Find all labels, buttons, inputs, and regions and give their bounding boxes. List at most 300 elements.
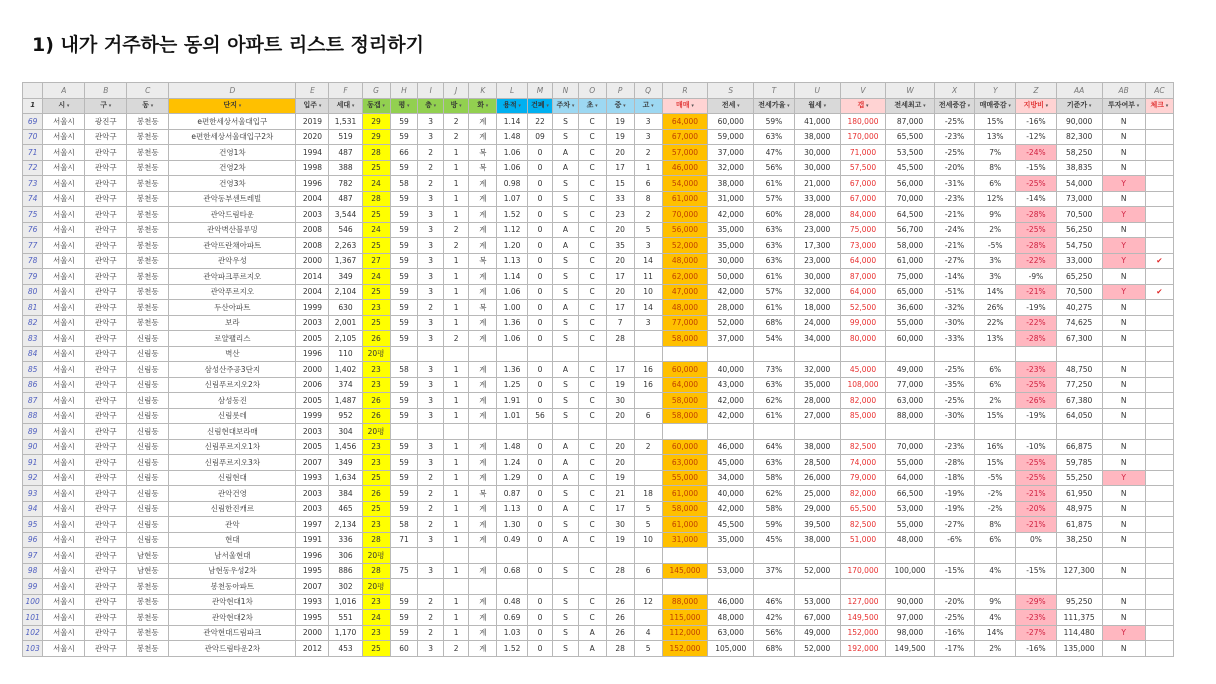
cell[interactable]: 36,600 [886, 300, 934, 316]
cell[interactable]: 0 [527, 362, 552, 378]
cell[interactable]: 3 [418, 114, 443, 130]
header-cell[interactable] [85, 98, 127, 114]
cell[interactable]: C [578, 470, 606, 486]
cell[interactable] [1145, 610, 1173, 626]
cell[interactable] [934, 579, 975, 595]
cell[interactable]: 1.48 [497, 129, 528, 145]
cell[interactable]: 105,000 [708, 641, 754, 657]
cell[interactable]: 신림동 [127, 362, 169, 378]
cell[interactable] [443, 579, 468, 595]
cell[interactable]: 8% [975, 160, 1016, 176]
cell[interactable]: 관악현대1차 [169, 594, 296, 610]
cell[interactable]: 62% [754, 486, 795, 502]
cell[interactable]: 남현동우성2차 [169, 563, 296, 579]
cell[interactable]: 77,000 [662, 315, 708, 331]
cell[interactable]: 3 [418, 315, 443, 331]
cell[interactable]: N [1102, 145, 1145, 161]
cell[interactable]: 82,000 [840, 486, 886, 502]
header-cell[interactable] [169, 98, 296, 114]
cell[interactable]: 55,250 [1056, 470, 1102, 486]
cell[interactable]: 1 [443, 145, 468, 161]
cell[interactable] [418, 548, 443, 564]
cell[interactable] [634, 470, 662, 486]
cell[interactable]: 56,000 [886, 176, 934, 192]
cell[interactable]: 28,000 [794, 393, 840, 409]
cell[interactable]: 2 [443, 129, 468, 145]
cell[interactable]: 88,000 [662, 594, 708, 610]
cell[interactable]: 58 [390, 517, 418, 533]
cell[interactable]: 61% [754, 269, 795, 285]
cell[interactable]: 2 [443, 238, 468, 254]
cell[interactable]: 58,250 [1056, 145, 1102, 161]
cell[interactable]: 0 [527, 207, 552, 223]
cell[interactable]: N [1102, 610, 1145, 626]
cell[interactable]: 5 [634, 641, 662, 657]
cell[interactable]: 복 [469, 253, 497, 269]
cell[interactable]: 23 [362, 377, 390, 393]
cell[interactable] [934, 548, 975, 564]
cell[interactable]: 3 [634, 315, 662, 331]
header-cell[interactable] [443, 98, 468, 114]
column-letter-V[interactable]: V [840, 83, 886, 99]
header-cell[interactable] [1145, 98, 1173, 114]
cell[interactable]: 계 [469, 176, 497, 192]
cell[interactable]: 서울시 [43, 641, 85, 657]
header-cell[interactable] [975, 98, 1016, 114]
cell[interactable]: 1991 [296, 532, 329, 548]
cell[interactable]: 2 [443, 222, 468, 238]
cell[interactable]: 1,634 [329, 470, 362, 486]
cell[interactable] [527, 424, 552, 440]
filter-dropdown-icon[interactable]: ▾ [236, 102, 242, 109]
cell[interactable]: -2% [975, 501, 1016, 517]
cell[interactable]: A [553, 362, 578, 378]
cell[interactable]: 71 [390, 532, 418, 548]
cell[interactable] [708, 548, 754, 564]
cell[interactable]: 서울시 [43, 114, 85, 130]
cell[interactable]: 관악구 [85, 346, 127, 362]
cell[interactable]: 1 [443, 253, 468, 269]
cell[interactable]: 2 [634, 145, 662, 161]
cell[interactable]: 15 [606, 176, 634, 192]
cell[interactable]: N [1102, 517, 1145, 533]
cell[interactable] [1145, 424, 1173, 440]
cell[interactable]: -24% [934, 222, 975, 238]
cell[interactable] [443, 346, 468, 362]
cell[interactable]: 0% [1016, 532, 1057, 548]
cell[interactable]: 28 [606, 641, 634, 657]
cell[interactable] [1145, 129, 1173, 145]
cell[interactable] [1145, 114, 1173, 130]
row-number[interactable]: 85 [23, 362, 43, 378]
cell[interactable]: 45,000 [708, 455, 754, 471]
cell[interactable]: N [1102, 408, 1145, 424]
cell[interactable]: 59 [390, 222, 418, 238]
cell[interactable]: 계 [469, 641, 497, 657]
cell[interactable]: 60,000 [708, 114, 754, 130]
cell[interactable]: 신림푸르지오1차 [169, 439, 296, 455]
filter-dropdown-icon[interactable]: ▾ [1087, 102, 1092, 109]
cell[interactable]: 19 [606, 470, 634, 486]
row-number[interactable]: 1 [23, 98, 43, 114]
row-number[interactable]: 88 [23, 408, 43, 424]
cell[interactable]: C [578, 269, 606, 285]
cell[interactable]: 1 [443, 439, 468, 455]
cell[interactable]: 봉천동 [127, 191, 169, 207]
row-number[interactable]: 102 [23, 625, 43, 641]
cell[interactable]: 봉천동 [127, 253, 169, 269]
cell[interactable]: S [553, 486, 578, 502]
cell[interactable]: -15% [1016, 160, 1057, 176]
cell[interactable] [606, 548, 634, 564]
row-number[interactable]: 97 [23, 548, 43, 564]
cell[interactable]: 37,000 [708, 331, 754, 347]
cell[interactable]: -25% [934, 114, 975, 130]
cell[interactable]: 서울시 [43, 486, 85, 502]
cell[interactable]: S [553, 641, 578, 657]
cell[interactable]: 2 [443, 331, 468, 347]
cell[interactable]: 52,000 [794, 641, 840, 657]
cell[interactable]: 24 [362, 610, 390, 626]
row-number[interactable]: 72 [23, 160, 43, 176]
cell[interactable]: N [1102, 331, 1145, 347]
cell[interactable]: 6% [975, 176, 1016, 192]
cell[interactable]: 1.13 [497, 501, 528, 517]
cell[interactable]: 111,375 [1056, 610, 1102, 626]
cell[interactable]: 60 [390, 641, 418, 657]
cell[interactable]: 67,000 [840, 191, 886, 207]
header-cell[interactable] [362, 98, 390, 114]
cell[interactable]: 관악구 [85, 532, 127, 548]
cell[interactable]: 58% [754, 470, 795, 486]
cell[interactable]: 59 [390, 393, 418, 409]
cell[interactable]: 45,500 [708, 517, 754, 533]
cell[interactable]: 서울시 [43, 222, 85, 238]
cell[interactable] [553, 346, 578, 362]
cell[interactable]: 서울시 [43, 470, 85, 486]
cell[interactable]: 3 [418, 129, 443, 145]
cell[interactable]: 149,500 [840, 610, 886, 626]
select-all-corner[interactable] [23, 83, 43, 99]
cell[interactable]: 149,500 [886, 641, 934, 657]
cell[interactable]: 70,000 [886, 439, 934, 455]
cell[interactable]: 56,700 [886, 222, 934, 238]
cell[interactable]: N [1102, 160, 1145, 176]
cell[interactable]: 59 [390, 129, 418, 145]
cell[interactable]: 5 [634, 222, 662, 238]
header-cell[interactable] [662, 98, 708, 114]
cell[interactable]: 3% [975, 269, 1016, 285]
cell[interactable] [708, 424, 754, 440]
cell[interactable]: C [578, 284, 606, 300]
cell[interactable]: 현대 [169, 532, 296, 548]
cell[interactable]: 23,000 [794, 253, 840, 269]
cell[interactable]: 서울시 [43, 439, 85, 455]
cell[interactable] [497, 424, 528, 440]
cell[interactable]: 59 [390, 455, 418, 471]
header-cell[interactable] [606, 98, 634, 114]
cell[interactable]: 9% [975, 594, 1016, 610]
row-number[interactable]: 73 [23, 176, 43, 192]
cell[interactable]: 52,000 [708, 315, 754, 331]
filter-dropdown-icon[interactable]: ▾ [350, 102, 355, 109]
cell[interactable]: 70,000 [886, 191, 934, 207]
cell[interactable]: 0 [527, 501, 552, 517]
cell[interactable]: 관악구 [85, 129, 127, 145]
column-letter-C[interactable]: C [127, 83, 169, 99]
cell[interactable]: 0 [527, 377, 552, 393]
cell[interactable]: 47,000 [662, 284, 708, 300]
cell[interactable]: 16 [634, 362, 662, 378]
cell[interactable]: 145,000 [662, 563, 708, 579]
cell[interactable]: 27,000 [794, 408, 840, 424]
cell[interactable]: S [553, 191, 578, 207]
cell[interactable]: S [553, 176, 578, 192]
cell[interactable]: 114,480 [1056, 625, 1102, 641]
cell[interactable]: 62% [754, 393, 795, 409]
column-letter-R[interactable]: R [662, 83, 708, 99]
cell[interactable]: S [553, 377, 578, 393]
cell[interactable]: 계 [469, 191, 497, 207]
cell[interactable]: 1,016 [329, 594, 362, 610]
cell[interactable]: 60,000 [662, 439, 708, 455]
cell[interactable]: 384 [329, 486, 362, 502]
cell[interactable]: 127,000 [840, 594, 886, 610]
cell[interactable]: -21% [934, 207, 975, 223]
cell[interactable] [1145, 517, 1173, 533]
cell[interactable]: 건영3차 [169, 176, 296, 192]
cell[interactable]: 0 [527, 393, 552, 409]
cell[interactable]: N [1102, 191, 1145, 207]
cell[interactable]: 0 [527, 532, 552, 548]
cell[interactable]: 23 [362, 455, 390, 471]
cell[interactable]: 봉천동 [127, 238, 169, 254]
column-letter-D[interactable]: D [169, 83, 296, 99]
cell[interactable]: 1993 [296, 594, 329, 610]
cell[interactable]: -23% [934, 129, 975, 145]
cell[interactable]: Y [1102, 284, 1145, 300]
cell[interactable]: S [553, 408, 578, 424]
cell[interactable]: 59 [390, 114, 418, 130]
filter-dropdown-icon[interactable]: ▾ [921, 102, 926, 109]
cell[interactable]: 65,500 [886, 129, 934, 145]
cell[interactable]: -26% [1016, 393, 1057, 409]
cell[interactable] [1145, 160, 1173, 176]
cell[interactable]: 3 [418, 455, 443, 471]
cell[interactable]: 봉천동 [127, 145, 169, 161]
cell[interactable]: 59 [390, 315, 418, 331]
cell[interactable] [1145, 331, 1173, 347]
cell[interactable]: 58,000 [662, 331, 708, 347]
cell[interactable]: 2 [418, 176, 443, 192]
cell[interactable] [1145, 346, 1173, 362]
cell[interactable] [1145, 470, 1173, 486]
cell[interactable]: N [1102, 222, 1145, 238]
cell[interactable]: 계 [469, 470, 497, 486]
cell[interactable]: 42,000 [708, 284, 754, 300]
cell[interactable]: 0 [527, 610, 552, 626]
cell[interactable] [1145, 548, 1173, 564]
filter-dropdown-icon[interactable]: ▾ [785, 102, 790, 109]
cell[interactable]: 2003 [296, 424, 329, 440]
cell[interactable]: 계 [469, 238, 497, 254]
cell[interactable]: 2005 [296, 439, 329, 455]
header-cell[interactable] [578, 98, 606, 114]
cell[interactable]: 1,367 [329, 253, 362, 269]
cell[interactable]: 2003 [296, 207, 329, 223]
cell[interactable]: 59 [390, 439, 418, 455]
filter-dropdown-icon[interactable]: ▾ [457, 102, 462, 109]
cell[interactable]: 33,000 [794, 191, 840, 207]
cell[interactable]: 35 [606, 238, 634, 254]
cell[interactable]: 관악구 [85, 253, 127, 269]
cell[interactable]: 59 [390, 300, 418, 316]
cell[interactable] [754, 579, 795, 595]
cell[interactable]: 30,000 [708, 253, 754, 269]
cell[interactable]: -24% [1016, 145, 1057, 161]
cell[interactable]: 1 [443, 625, 468, 641]
cell[interactable]: 2020 [296, 129, 329, 145]
cell[interactable] [390, 548, 418, 564]
cell[interactable]: 1 [443, 315, 468, 331]
cell[interactable]: -25% [1016, 377, 1057, 393]
cell[interactable]: 14% [975, 625, 1016, 641]
cell[interactable]: 계 [469, 439, 497, 455]
cell[interactable]: A [553, 300, 578, 316]
cell[interactable]: N [1102, 300, 1145, 316]
cell[interactable]: 42,000 [708, 393, 754, 409]
filter-dropdown-icon[interactable]: ▾ [593, 102, 598, 109]
row-number[interactable]: 90 [23, 439, 43, 455]
cell[interactable]: -17% [934, 641, 975, 657]
filter-dropdown-icon[interactable]: ▾ [735, 102, 740, 109]
cell[interactable] [418, 346, 443, 362]
cell[interactable]: 152,000 [840, 625, 886, 641]
cell[interactable]: N [1102, 486, 1145, 502]
cell[interactable]: 관악동부센트레빌 [169, 191, 296, 207]
cell[interactable]: 39,500 [794, 517, 840, 533]
cell[interactable]: 20평 [362, 548, 390, 564]
cell[interactable]: -19% [934, 501, 975, 517]
cell[interactable] [1145, 641, 1173, 657]
cell[interactable]: C [578, 160, 606, 176]
cell[interactable]: 59 [390, 331, 418, 347]
cell[interactable]: 304 [329, 424, 362, 440]
cell[interactable]: -21% [1016, 284, 1057, 300]
cell[interactable] [469, 346, 497, 362]
cell[interactable]: 3 [418, 393, 443, 409]
cell[interactable]: 63% [754, 455, 795, 471]
cell[interactable]: 0 [527, 641, 552, 657]
cell[interactable]: 0 [527, 300, 552, 316]
cell[interactable]: 서울시 [43, 501, 85, 517]
cell[interactable]: 관악구 [85, 408, 127, 424]
cell[interactable]: 신림동 [127, 408, 169, 424]
column-letter-Q[interactable]: Q [634, 83, 662, 99]
cell[interactable]: 59 [390, 408, 418, 424]
cell[interactable]: 60% [754, 207, 795, 223]
cell[interactable] [1145, 269, 1173, 285]
cell[interactable]: 551 [329, 610, 362, 626]
cell[interactable]: Y [1102, 176, 1145, 192]
cell[interactable] [662, 579, 708, 595]
filter-dropdown-icon[interactable]: ▾ [821, 102, 827, 109]
cell[interactable]: N [1102, 532, 1145, 548]
cell[interactable]: 67,000 [840, 176, 886, 192]
cell[interactable]: 관악구 [85, 269, 127, 285]
cell[interactable]: 13% [975, 129, 1016, 145]
cell[interactable]: 25 [362, 238, 390, 254]
cell[interactable]: 복 [469, 145, 497, 161]
cell[interactable]: N [1102, 129, 1145, 145]
cell[interactable]: 3% [975, 253, 1016, 269]
cell[interactable]: 3 [418, 222, 443, 238]
cell[interactable]: 1 [443, 362, 468, 378]
cell[interactable]: 서울시 [43, 145, 85, 161]
cell[interactable]: S [553, 269, 578, 285]
cell[interactable]: 46,000 [708, 594, 754, 610]
cell[interactable]: 20평 [362, 579, 390, 595]
cell[interactable]: 2 [418, 300, 443, 316]
cell[interactable]: 57% [754, 284, 795, 300]
cell[interactable]: 서울시 [43, 315, 85, 331]
cell[interactable]: 15% [975, 114, 1016, 130]
cell[interactable] [497, 579, 528, 595]
cell[interactable]: 61,000 [662, 517, 708, 533]
cell[interactable]: 3 [418, 408, 443, 424]
cell[interactable] [794, 346, 840, 362]
cell[interactable]: 신림현대보라매 [169, 424, 296, 440]
column-letter-H[interactable]: H [390, 83, 418, 99]
cell[interactable] [1102, 424, 1145, 440]
cell[interactable] [1145, 207, 1173, 223]
cell[interactable]: 1 [443, 594, 468, 610]
cell[interactable]: 봉천동 [127, 269, 169, 285]
cell[interactable]: 23 [362, 439, 390, 455]
cell[interactable] [497, 346, 528, 362]
cell[interactable]: A [553, 145, 578, 161]
cell[interactable] [662, 424, 708, 440]
row-number[interactable]: 74 [23, 191, 43, 207]
cell[interactable] [1145, 455, 1173, 471]
header-cell[interactable] [1102, 98, 1145, 114]
cell[interactable]: 계 [469, 408, 497, 424]
header-cell[interactable] [43, 98, 85, 114]
cell[interactable] [975, 548, 1016, 564]
cell[interactable]: 서울시 [43, 331, 85, 347]
cell[interactable]: 55,000 [886, 517, 934, 533]
cell[interactable]: 65,500 [840, 501, 886, 517]
cell[interactable]: 남서울현대 [169, 548, 296, 564]
cell[interactable]: 1 [443, 455, 468, 471]
cell[interactable]: 108,000 [840, 377, 886, 393]
cell[interactable]: 90,000 [886, 594, 934, 610]
cell[interactable] [578, 346, 606, 362]
cell[interactable] [975, 579, 1016, 595]
cell[interactable]: 3 [418, 532, 443, 548]
cell[interactable] [469, 424, 497, 440]
column-letter-P[interactable]: P [606, 83, 634, 99]
cell[interactable]: 1.14 [497, 269, 528, 285]
filter-dropdown-icon[interactable]: ▾ [405, 102, 410, 109]
cell[interactable] [634, 346, 662, 362]
cell[interactable]: 신림동 [127, 331, 169, 347]
cell[interactable]: 2 [634, 439, 662, 455]
cell[interactable]: 봉천동 [127, 284, 169, 300]
cell[interactable]: 봉천동 [127, 579, 169, 595]
cell[interactable]: S [553, 114, 578, 130]
cell[interactable]: 0 [527, 439, 552, 455]
